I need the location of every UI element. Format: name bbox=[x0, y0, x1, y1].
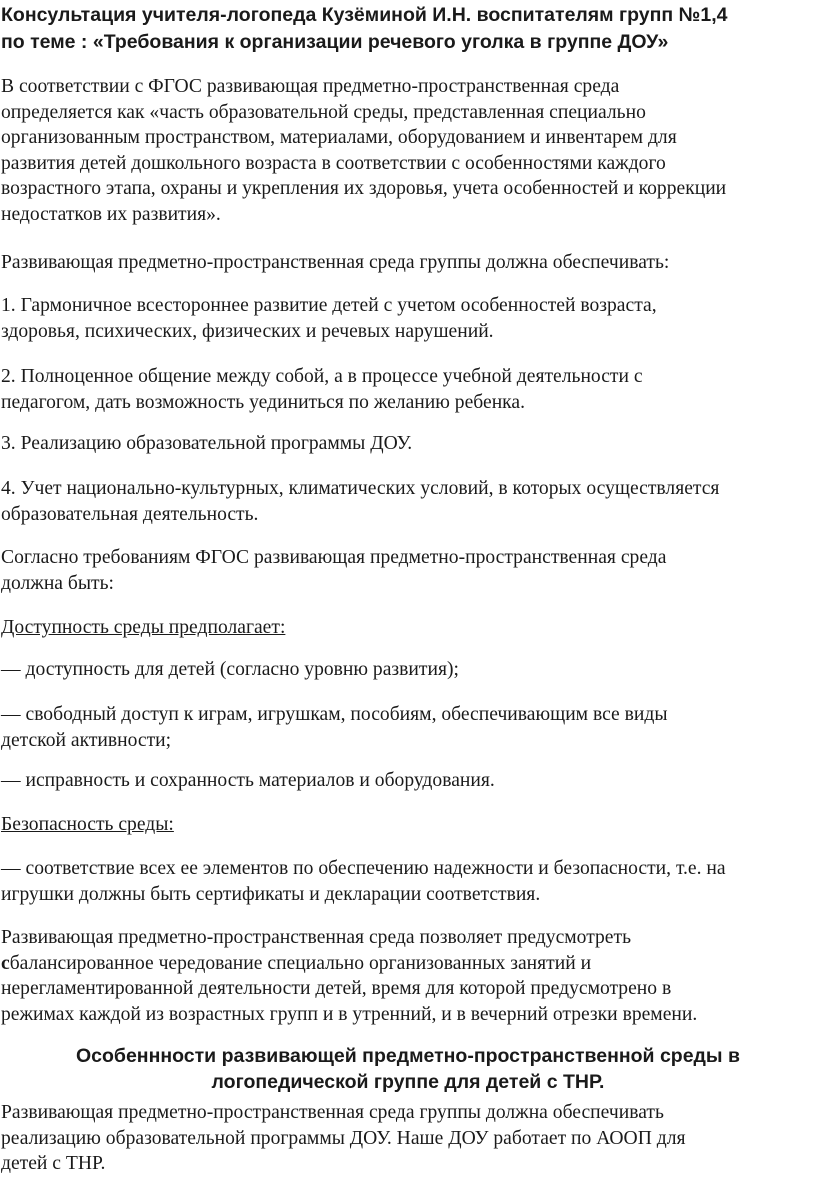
section-paragraph: Развивающая предметно-пространственная среда группы должна обеспечивать реализацию образовательной программы ДОУ. Наше ДОУ работает по АООП для детей с ТНР. bbox=[1, 1102, 686, 1174]
accessibility-heading: Доступность среды предполагает: bbox=[1, 617, 286, 638]
title-line-2: по теме : «Требования к организации речевого уголка в группе ДОУ» bbox=[1, 31, 669, 53]
intro-line: развития детей дошкольного возраста в соответствии с особенностями каждого bbox=[1, 152, 666, 174]
section-heading: Особеннности развивающей предметно-пространственной среды в логопедической группе для детей с ТНР. bbox=[75, 1045, 740, 1093]
safety-heading: Безопасность среды: bbox=[1, 814, 174, 835]
bold-initial: с bbox=[1, 952, 10, 974]
accessibility-bullet-3: — исправность и сохранность материалов и оборудования. bbox=[1, 770, 495, 791]
list-item-1: 1. Гармоничное всестороннее развитие детей с учетом особенностей возраста, здоровья, психических, физических и речевых нарушений. bbox=[1, 295, 657, 342]
intro-line: определяется как «часть образовательной среды, представленная специально bbox=[1, 101, 646, 123]
accessibility-bullet-1: — доступность для детей (согласно уровню развития); bbox=[1, 659, 459, 680]
intro-paragraph bbox=[1, 74, 813, 227]
title-line-1: Консультация учителя-логопеда Кузёминой И.Н. воспитателям групп №1,4 bbox=[1, 4, 728, 26]
intro-line: В соответствии с ФГОС развивающая предметно-пространственная среда bbox=[1, 76, 620, 97]
safety-bullet-1: — соответствие всех ее элементов по обеспечению надежности и безопасности, т.е. на игрушки должны быть сертификаты и декларации соответствия. bbox=[1, 858, 726, 905]
intro-line: недостатков их развития». bbox=[1, 203, 221, 225]
provide-paragraph: Развивающая предметно-пространственная среда группы должна обеспечивать: bbox=[1, 252, 670, 273]
balance-paragraph: Развивающая предметно-пространственная среда позволяет предусмотреть сбалансированное чередование специально организованных занятий и нерегламентированной деятельности детей, время для которой предусмотрено в режимах каждой из возрастных групп и в утренний, и в вечерний отрезки времени. bbox=[1, 927, 698, 1025]
document-title bbox=[1, 2, 813, 56]
requirements-paragraph: Согласно требованиям ФГОС развивающая предметно-пространственная среда должна быть: bbox=[1, 547, 667, 594]
intro-line: возрастного этапа, охраны и укрепления их здоровья, учета особенностей и коррекции bbox=[1, 178, 727, 199]
intro-line: организованным пространством, материалами, оборудованием и инвентарем для bbox=[1, 127, 677, 148]
list-item-3: 3. Реализацию образовательной программы ДОУ. bbox=[1, 433, 413, 454]
accessibility-bullet-2: — свободный доступ к играм, игрушкам, пособиям, обеспечивающим все виды детской активности; bbox=[1, 704, 668, 751]
list-item-4: 4. Учет национально-культурных, климатических условий, в которых осуществляется образовательная деятельность. bbox=[1, 478, 720, 525]
list-item-2: 2. Полноценное общение между собой, а в процессе учебной деятельности с педагогом, дать возможность уединиться по желанию ребенка. bbox=[1, 366, 643, 413]
